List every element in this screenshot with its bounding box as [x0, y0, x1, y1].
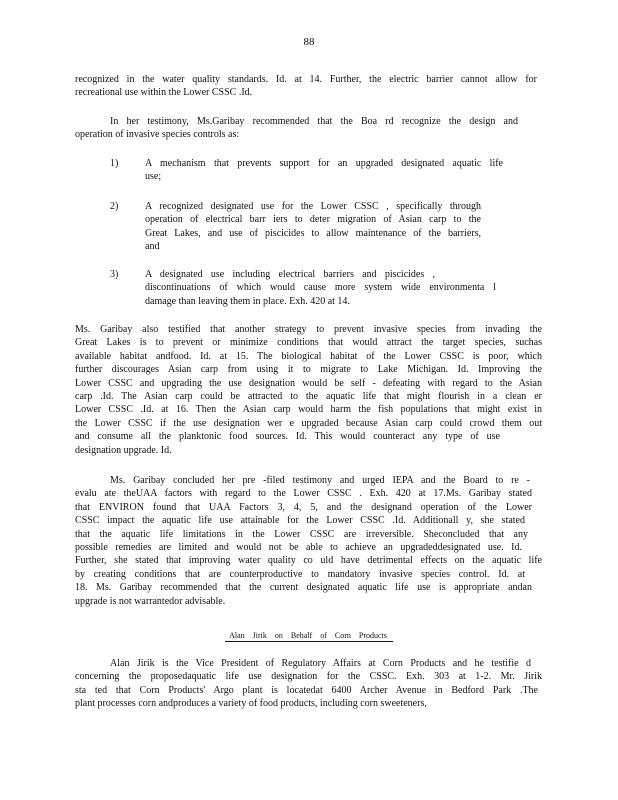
text-line: Ms. Garibay concluded her pre -filed testimony and urged IEPA and the Board to re - [110, 475, 530, 486]
list-number: 1) [110, 158, 119, 169]
text-line: Great Lakes is to prevent or minimize conditions that would attract the target species, suchas [75, 337, 542, 349]
text-line: A designated use including electrical barriers and piscicides , [145, 269, 435, 280]
text-line: that the aquatic life limitations in the Lower CSSC are irreversible. Sheconcluded that any [75, 528, 528, 540]
list-item [145, 268, 496, 308]
list-item [145, 157, 503, 184]
paragraph [75, 73, 537, 100]
text-line: recreational use within the Lower CSSC .Id. [75, 87, 253, 99]
text-line: by creating conditions that are counterproductive to mandatory invasive species control. Id. at [75, 568, 525, 580]
text-line: 18. Ms. Garibay recommended that the current designated aquatic life use is appropriate andan [75, 582, 532, 594]
text-line: use; [145, 171, 162, 183]
text-line: Alan Jirik is the Vice President of Regulatory Affairs at Corn Products and he testifie d [110, 658, 531, 669]
text-line: A mechanism that prevents support for an upgraded designated aquatic life [145, 158, 503, 169]
text-line: possible remedies are limited and would not be able to achieve an upgradeddesignated use. Id. [75, 541, 522, 553]
text-line: that ENVIRON found that UAA Factors 3, 4, 5, and the designand operation of the Lower [75, 501, 532, 513]
text-line: carp .Id. The Asian carp could be attracted to the aquatic life that might flourish in a clean er [75, 390, 542, 402]
text-line: Ms. Garibay also testified that another strategy to prevent invasive species from invading the [75, 324, 542, 335]
paragraph [75, 474, 542, 608]
text-line: operation of electrical barr iers to deter migration of Asian carp to the [145, 214, 481, 226]
section-heading [0, 631, 618, 642]
text-line: and consume all the planktonic food sources. Id. This would counteract any type of use [75, 431, 500, 443]
text-line: Lower CSSC .Id. at 16. Then the Asian carp would harm the fish populations that might exist in [75, 404, 542, 416]
text-line: concerning the proposedaquatic life use designation for the CSSC. Exh. 303 at 1-2. Mr. Jirik [75, 671, 542, 683]
text-line: and [145, 241, 160, 253]
text-line: Great Lakes, and use of piscicides to allow maintenance of the barriers, [145, 227, 481, 239]
text-line: Lower CSSC and upgrading the use designation would be self - defeating with regard to the Asian [75, 377, 542, 389]
paragraph [75, 657, 542, 711]
text-line: evalu ate theUAA factors with regard to the Lower CSSC . Exh. 420 at 17.Ms. Garibay stated [75, 488, 532, 500]
list-item [145, 200, 481, 254]
text-line: further discourages Asian carp from using it to migrate to Lake Michigan. Id. Improving the [75, 364, 542, 376]
text-line: CSSC impact the aquatic life use attainable for the Lower CSSC .Id. Additionall y, she stated [75, 515, 525, 527]
paragraph [75, 323, 542, 457]
text-line: upgrade is not warrantedor advisable. [75, 595, 226, 607]
paragraph [75, 115, 518, 142]
page-number: 88 [303, 36, 315, 48]
text-line: A recognized designated use for the Lower CSSC , specifically through [145, 201, 481, 212]
list-number: 3) [110, 269, 119, 280]
text-line: plant processes corn andproduces a variety of food products, including corn sweeteners, [75, 698, 427, 710]
text-line: discontinuations of which would cause more system wide environmenta l [145, 282, 496, 294]
text-line: Further, she stated that improving water quality co uld have detrimental effects on the aquatic life [75, 555, 542, 567]
text-line: available habitat andfood. Id. at 15. The biological habitat of the Lower CSSC is poor, which [75, 350, 542, 362]
text-line: designation upgrade. Id. [75, 444, 172, 456]
text-line: recognized in the water quality standards. Id. at 14. Further, the electric barrier cannot allow for [75, 74, 537, 85]
text-line: the Lower CSSC if the use designation wer e upgraded because Asian carp could crowd them out [75, 417, 542, 429]
list-number: 2) [110, 201, 119, 212]
text-line: damage than leaving them in place. Exh. 420 at 14. [145, 295, 350, 307]
text-line: sta ted that Corn Products' Argo plant is locatedat 6400 Archer Avenue in Bedford Park .The [75, 684, 538, 696]
text-line: In her testimony, Ms.Garibay recommended that the Boa rd recognize the design and [110, 116, 518, 127]
section-heading-text: Alan Jirik on Behalf of Corn Products [225, 631, 393, 642]
text-line: operation of invasive species controls as: [75, 129, 240, 141]
